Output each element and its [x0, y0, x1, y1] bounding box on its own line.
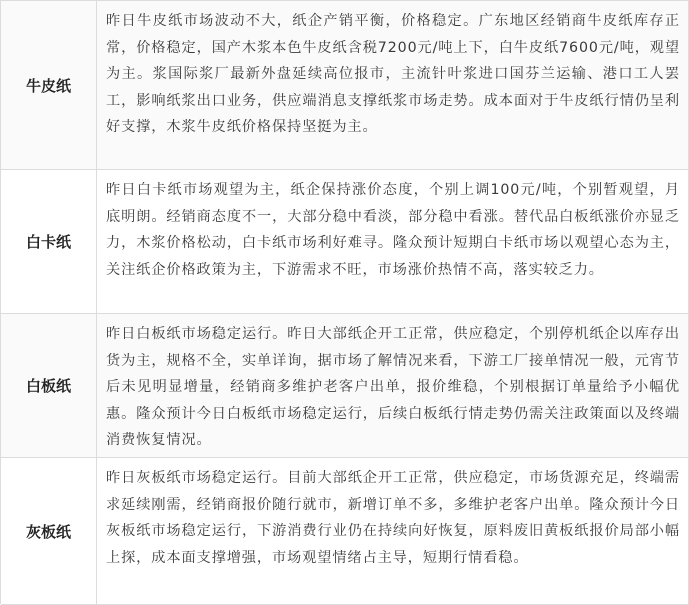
commentary-cell: 昨日白卡纸市场观望为主，纸企保持涨价态度，个别上调100元/吨，个别暂观望，月底明朗。经销商态度不一，大部分稳中看淡，部分稳中看涨。替代品白板纸涨价亦显乏力，木浆价格松动，白卡纸市场利好难寻。隆众预计短期白卡纸市场以观望心态为主，关注纸企价格政策为主，下游需求不旺，市场涨价热情不高，落实较乏力。 — [97, 170, 689, 313]
category-cell: 牛皮纸 — [1, 1, 97, 169]
table-row — [1, 314, 689, 458]
category-cell: 白卡纸 — [1, 170, 97, 313]
commentary-cell: 昨日牛皮纸市场波动不大，纸企产销平衡，价格稳定。广东地区经销商牛皮纸库存正常，价格稳定，国产木浆本色牛皮纸含税7200元/吨上下，白牛皮纸7600元/吨，观望为主。浆国际浆厂最新外盘延续高位报市，主流针叶浆进口国芬兰运输、港口工人罢工，影响纸浆出口业务，供应端消息支撑纸浆市场走势。成本面对于牛皮纸行情仍呈利好支撑，木浆牛皮纸价格保持坚挺为主。 — [97, 1, 689, 169]
commentary-cell: 昨日白板纸市场稳定运行。昨日大部纸企开工正常，供应稳定，个别停机纸企以库存出货为主，规格不全，实单详询，据市场了解情况来看，下游工厂接单情况一般，元宵节后未见明显增量，经销商多维护老客户出单，报价维稳，个别根据订单量给予小幅优惠。隆众预计今日白板纸市场稳定运行，后续白板纸行情走势仍需关注政策面以及终端消费恢复情况。 — [97, 314, 689, 457]
category-cell: 白板纸 — [1, 314, 97, 457]
table-row — [1, 170, 689, 314]
table-row — [1, 458, 689, 605]
commentary-cell: 昨日灰板纸市场稳定运行。目前大部纸企开工正常，供应稳定，市场货源充足，终端需求延续刚需，经销商报价随行就市，新增订单不多，多维护老客户出单。隆众预计今日灰板纸市场稳定运行，下游消费行业仍在持续向好恢复，原料废旧黄板纸报价局部小幅上探，成本面支撑增强，市场观望情绪占主导，短期行情看稳。 — [97, 458, 689, 604]
category-cell: 灰板纸 — [1, 458, 97, 604]
table-row — [1, 1, 689, 170]
